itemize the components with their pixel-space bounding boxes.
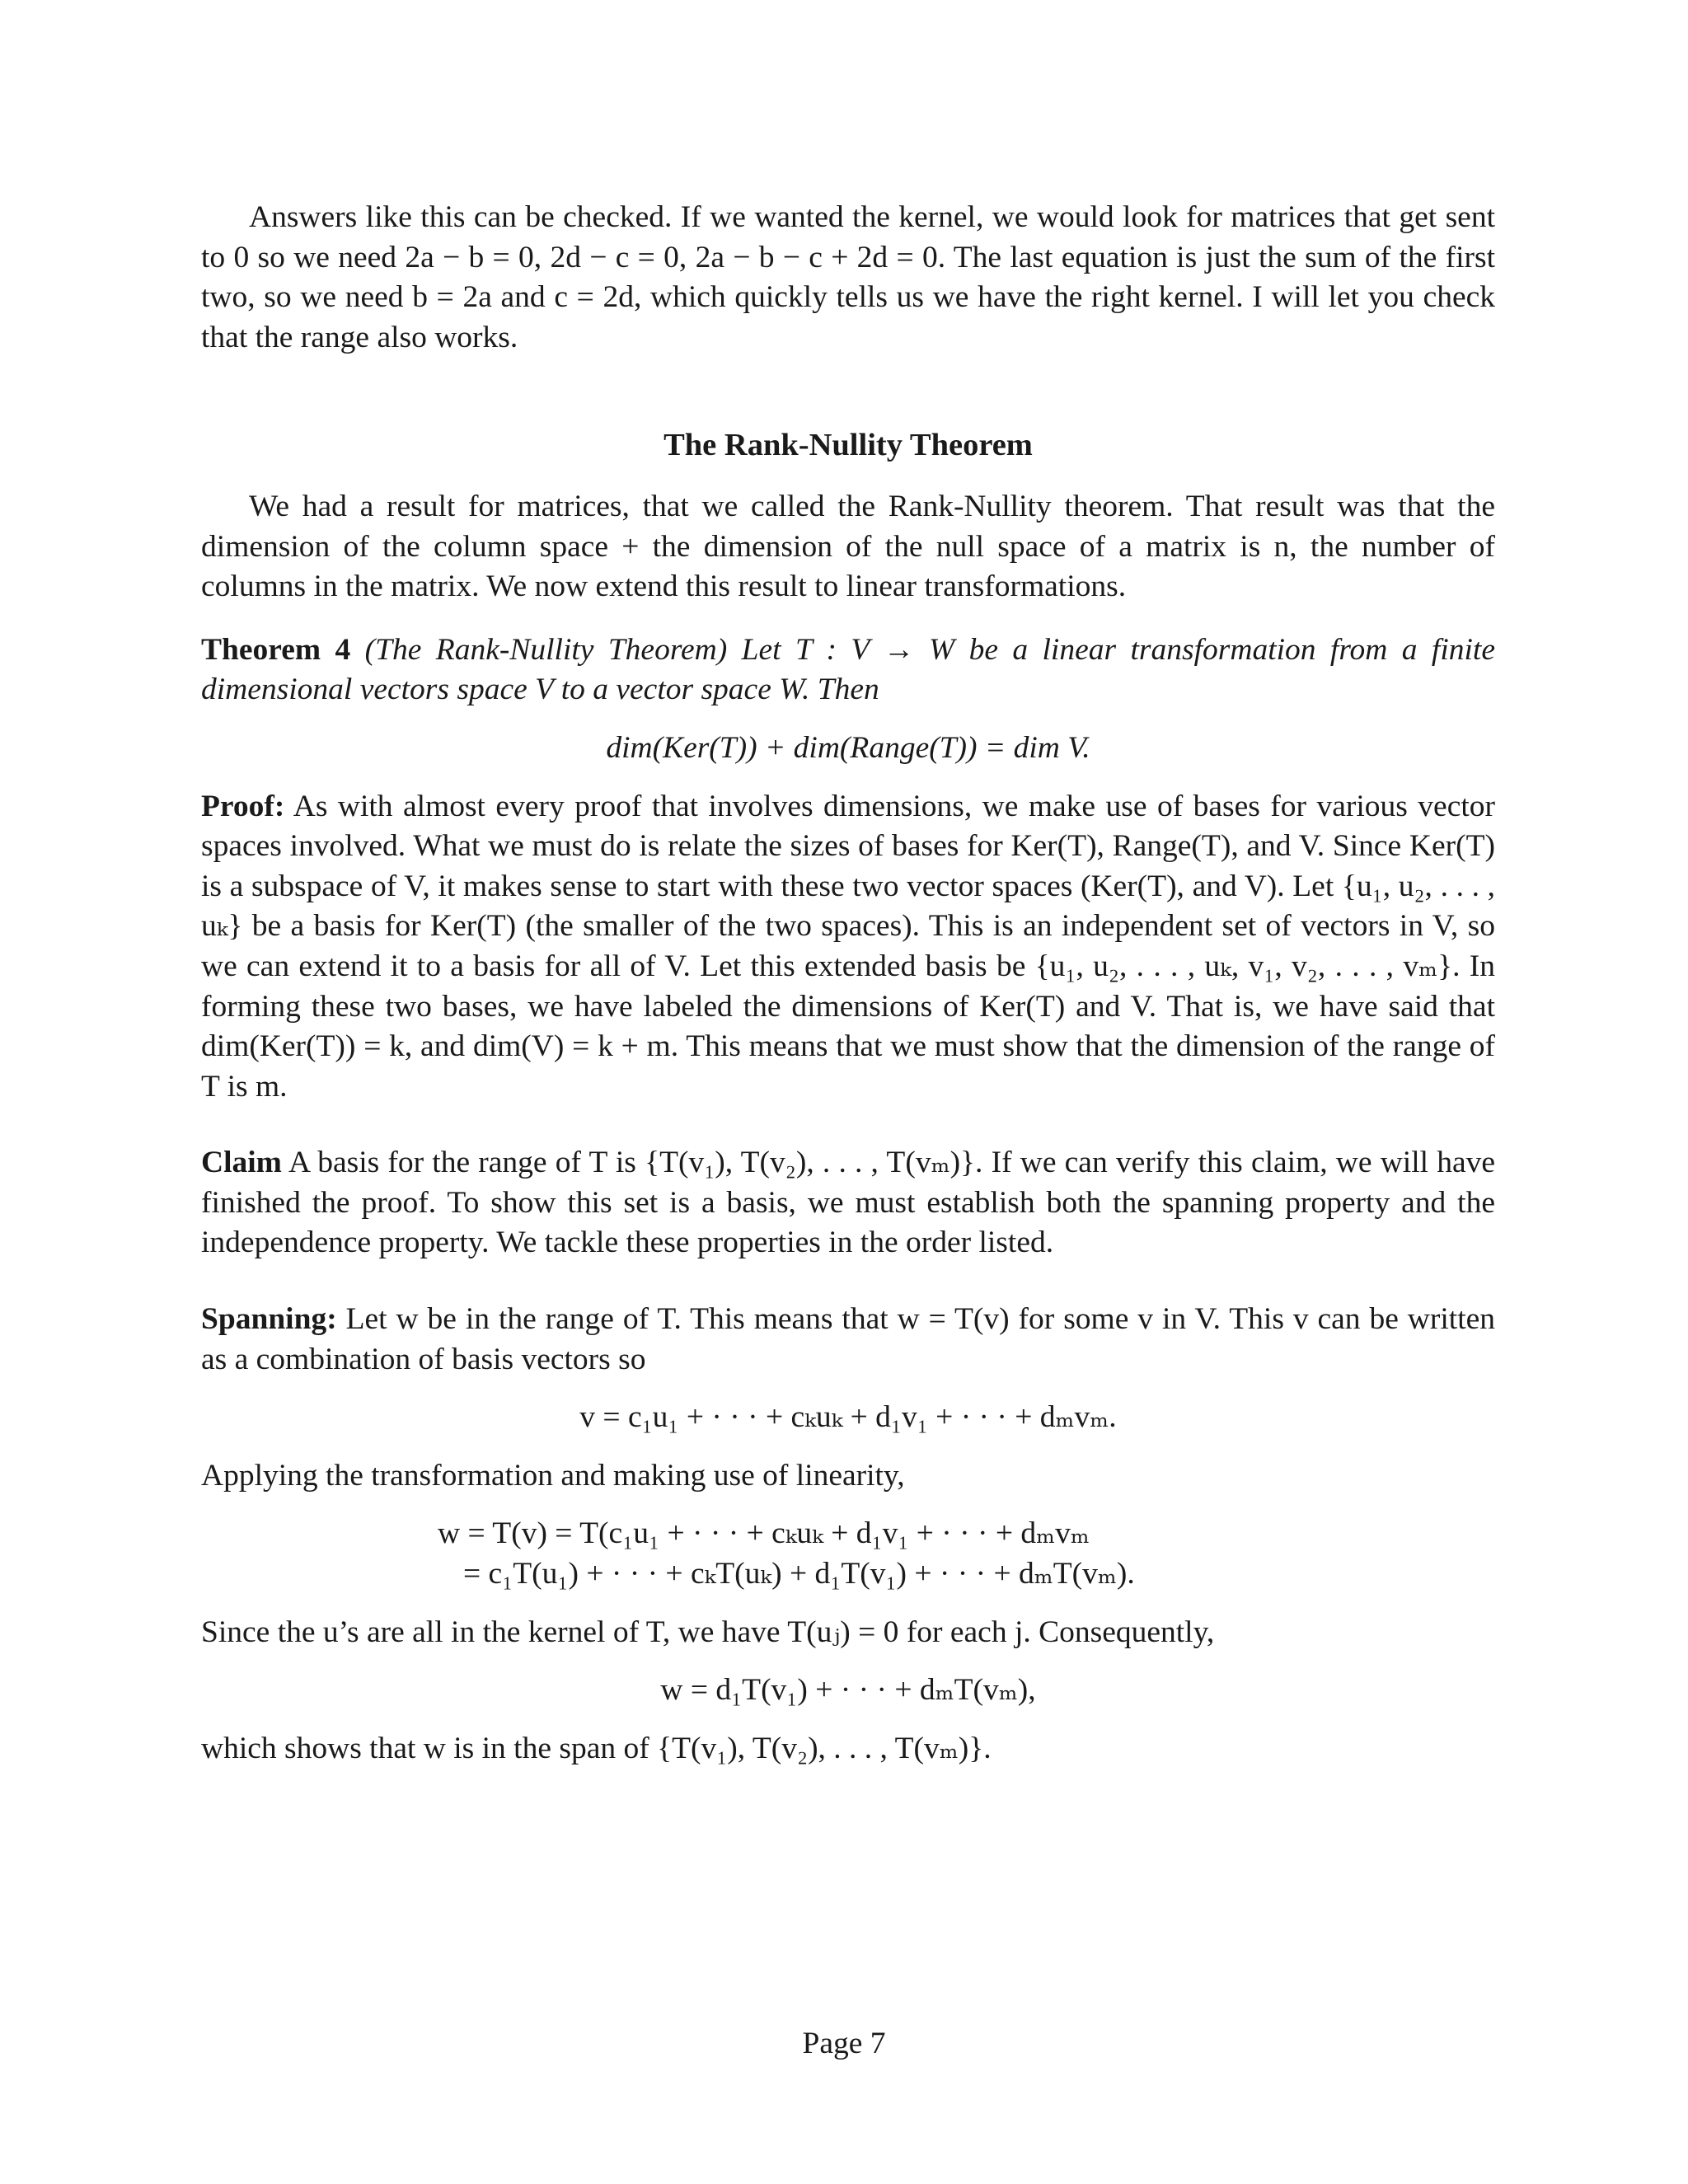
transformation-equation-block bbox=[201, 1514, 1495, 1594]
claim-paragraph bbox=[201, 1143, 1495, 1263]
span-conclusion: which shows that w is in the span of {T(v₁), T(v₂), . . . , T(vₘ)}. bbox=[201, 1731, 992, 1765]
document-page bbox=[201, 198, 1495, 1769]
proof-text: As with almost every proof that involves dimensions, we make use of bases for various vector spaces involved. What we must do is relate the sizes of bases for Ker(T), Range(T), and V. Since Ker(T) is a subspace of V, it makes sense to start with these two vector spaces (Ker(T), and V). Let {u₁, u₂, . . . , uₖ} be a basis for Ker(T) (the smaller of the two spaces). This is an independent set of vectors in V, so we can extend it to a basis for all of V. Let this extended basis be {u₁, u₂, . . . , uₖ, v₁, v₂, . . . , vₘ}. In forming these two bases, we have labeled the dimensions of Ker(T) and V. That is, we have said that dim(Ker(T)) = k, and dim(V) = k + m. This means that we must show that the dimension of the range of T is m. bbox=[201, 789, 1496, 1104]
linearity-sentence: Applying the transformation and making use of linearity, bbox=[201, 1458, 905, 1493]
proof-label: Proof: bbox=[201, 789, 285, 823]
transformation-equation-line-1: w = T(v) = T(c₁u₁ + · · · + cₖuₖ + d₁v₁ + · · · + dₘvₘ bbox=[438, 1516, 1090, 1551]
spanning-paragraph bbox=[201, 1300, 1495, 1380]
claim-text: A basis for the range of T is {T(v₁), T(v₂), . . . , T(vₘ)}. If we can verify this claim, we will have finished the proof. To show this set is a basis, we must establish both the spanning property and the independence property. We tackle these properties in the order listed. bbox=[201, 1146, 1495, 1260]
intro-paragraph: Answers like this can be checked. If we wanted the kernel, we would look for matrices that get sent to 0 so we need 2a − b = 0, 2d − c = 0, 2a − b − c + 2d = 0. The last equation is just the sum of the first two, so we need b = 2a and c = 2d, which quickly tells us we have the right kernel. I will let you check that the range also works. bbox=[201, 200, 1495, 354]
proof-paragraph bbox=[201, 787, 1495, 1108]
section-title: The Rank-Nullity Theorem bbox=[663, 428, 1033, 463]
theorem-label: Theorem 4 bbox=[201, 632, 351, 667]
page-number: Page 7 bbox=[802, 2027, 886, 2060]
spanning-text: Let w be in the range of T. This means that w = T(v) for some v in V. This v can be written as a combination of basis vectors so bbox=[201, 1302, 1496, 1376]
span-equation: w = d₁T(v₁) + · · · + dₘT(vₘ), bbox=[660, 1673, 1036, 1708]
theorem-text: (The Rank-Nullity Theorem) Let T : V → W be a linear transformation from a finite dimensional vectors space V to a vector space W. Then bbox=[201, 632, 1495, 707]
basis-combination-equation: v = c₁u₁ + · · · + cₖuₖ + d₁v₁ + · · · + dₘvₘ. bbox=[579, 1400, 1117, 1435]
rank-nullity-paragraph: We had a result for matrices, that we called the Rank-Nullity theorem. That result was that the dimension of the column space + the dimension of the null space of a matrix is n, the number of columns in the matrix. We now extend this result to linear transformations. bbox=[201, 489, 1495, 604]
theorem-equation: dim(Ker(T)) + dim(Range(T)) = dim V. bbox=[606, 730, 1090, 765]
kernel-sentence: Since the u’s are all in the kernel of T, we have T(uⱼ) = 0 for each j. Consequently, bbox=[201, 1615, 1215, 1649]
spanning-label: Spanning: bbox=[201, 1302, 337, 1337]
theorem-paragraph bbox=[201, 630, 1495, 710]
transformation-equation-line-2: = c₁T(u₁) + · · · + cₖT(uₖ) + d₁T(v₁) + · · · + dₘT(vₘ). bbox=[463, 1557, 1135, 1591]
claim-label: Claim bbox=[201, 1146, 282, 1180]
